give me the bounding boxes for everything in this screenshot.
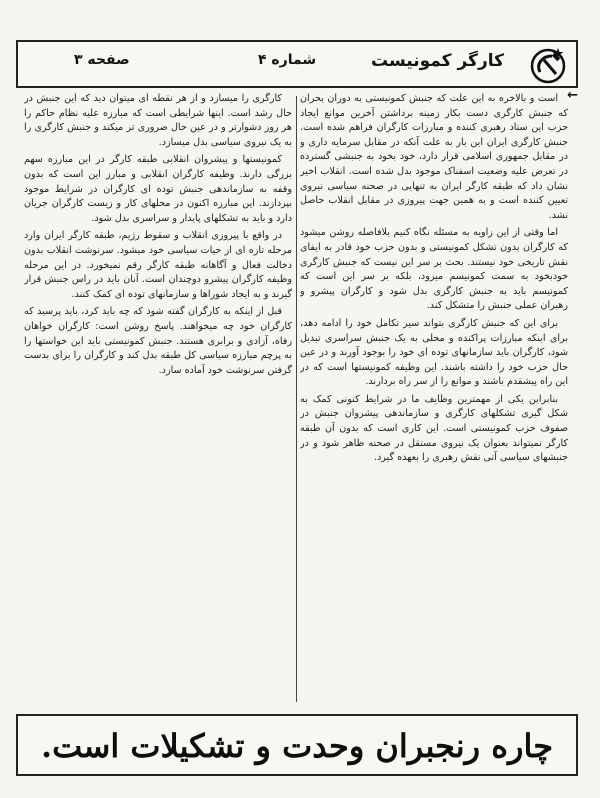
newspaper-title: کارگر کمونیست bbox=[371, 51, 504, 71]
slogan-text: چاره رنجبران وحدت و تشکیلات است. bbox=[40, 727, 554, 765]
page-number: صفحه ۳ bbox=[74, 52, 130, 68]
hammer-sickle-star-icon bbox=[528, 46, 568, 84]
paragraph: کارگری را میسازد و از هر نقطه ای میتوان دید که این جنبش در حال رشد است. اینها شرایطی است که مبارزه علیه نظام حاکم را هر روز دشوارتر و در عین حال ضروری تر میکند و جنبش کارگری را به یک نیروی سیاسی بدل میسازد. bbox=[24, 93, 292, 148]
paragraph: برای این که جنبش کارگری بتواند سیر تکامل خود را ادامه دهد، برای اینکه مبارزات پراکنده و محلی به یک جنبش سراسری تبدیل شود، کارگران باید سازمانهای توده ای خود را بوجود آورند و در عین حال حزب خود را داشته باشند. این وظیفه کمونیستها است که در این راه پیشقدم باشند و موانع را از سر راه بردارند. bbox=[300, 317, 568, 388]
issue-number: شماره ۴ bbox=[258, 52, 317, 68]
article-column-right bbox=[300, 92, 568, 708]
article-column-left bbox=[24, 92, 292, 708]
paragraph: قبل از اینکه به کارگران گفته شود که چه باید کرد، باید پرسید که کارگران خود چه میخواهند. پاسخ روشن است: کارگران خواهان رفاه، آزادی و برابری هستند. جنبش کمونیستی باید این خواستها را به پرچم مبارزه سیاسی کل طبقه بدل کند و کارگران را برای بدست گرفتن سرنوشت خود آماده سازد. bbox=[24, 306, 292, 376]
paragraph: اما وقتی از این زاویه به مسئله نگاه کنیم بلافاصله روشن میشود که کارگران بدون تشکل کمونیستی و بدون حزب خود قادر به ایفای نقش تاریخی خود نیستند. بحث بر سر این نیست که جنبش کارگری خودبخود به سمت کمونیسم میرود، بلکه بر سر این است که کمونیسم باید به جنبش کارگری بدل شود و کارگران پیشرو و رهبران عملی جنبش را متشکل کند. bbox=[300, 227, 568, 312]
column-divider bbox=[296, 96, 297, 702]
paragraph: بنابراین یکی از مهمترین وظایف ما در شرایط کنونی کمک به شکل گیری تشکلهای کارگری و سازماندهی پیشروان جنبش در صفوف حزب کمونیستی است. این کاری است که بدون آن طبقه کارگر نمیتواند بعنوان یک نیروی مستقل در صحنه ظاهر شود و در جنبشهای سیاسی آتی نقش رهبری را بعهده گیرد. bbox=[300, 393, 568, 464]
paragraph: است و بالاخره به این علت که جنبش کمونیستی به دوران بحران که جنبش کارگری دست بکار زمینه برداشتن آخرین موانع ایجاد حزب این ستاد رهبری کننده و مبارزات کارگران فراهم شده است. جنبش کارگری ایران این بار به علت آنکه در مقابل سرمایه داری و در مقابل جمهوری اسلامی قرار دارد، خود بخود به جنبشی گسترده در تعرض علیه وضعیت اسفناک موجود بدل شده است. انقلاب اخیر نشان داد که طبقه کارگر ایران به تنهایی در صحنه سیاسی نیروی تعیین کننده است و به همین جهت پیروزی در مقابل انقلاب حاصل نشد. bbox=[300, 93, 568, 221]
slogan-banner bbox=[16, 714, 578, 776]
continuation-arrow-icon: ← bbox=[567, 88, 578, 103]
paragraph: کمونیستها و پیشروان انقلابی طبقه کارگر در این مبارزه سهم بزرگی دارند. وظیفه کارگران انقلابی و مبارز این است که بدون وقفه به سازماندهی جنبش توده ای کارگران در شرایط موجود بپردازند. این مبارزه اکنون در محلهای کار و زیست کارگران جریان دارد و باید به تشکلهای پایدار و سراسری بدل شود. bbox=[24, 154, 292, 224]
masthead bbox=[16, 40, 578, 88]
paragraph: در واقع با پیروزی انقلاب و سقوط رژیم، طبقه کارگر ایران وارد مرحله تازه ای از حیات سیاسی خود میشود. سرنوشت انقلاب بدون دخالت فعال و آگاهانه طبقه کارگر رقم نمیخورد. در این مرحله وظیفه کارگران پیشرو دوچندان است. آنان باید در راس جنبش قرار گیرند و به ایجاد شوراها و سازمانهای توده ای کمک کنند. bbox=[24, 230, 292, 300]
